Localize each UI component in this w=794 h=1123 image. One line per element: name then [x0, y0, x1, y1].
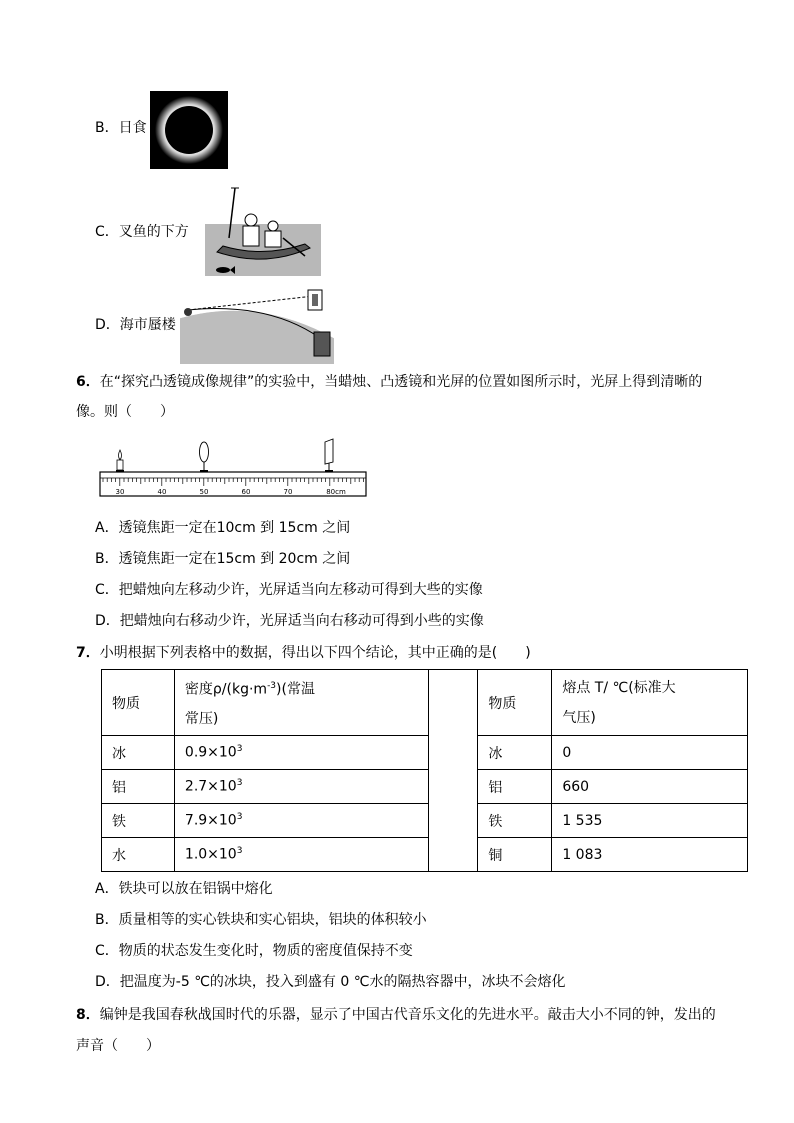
q6-option-c: C．把蜡烛向左移动少许，光屏适当向左移动可得到大些的实像: [95, 582, 483, 598]
header-cell: 物质: [102, 670, 175, 736]
mirage-image: [178, 288, 336, 364]
q7-option-c: C．物质的状态发生变化时，物质的密度值保持不变: [95, 943, 413, 959]
table-header-row: [102, 670, 748, 736]
table-spacer-cell: [428, 670, 478, 872]
q6-option-b: B．透镜焦距一定在15cm 到 20cm 之间: [95, 551, 351, 567]
header-cell: 密度$\rho/(kg\cdot m^{-3})$(常温 常压): [174, 670, 428, 736]
light-screen-icon: [325, 439, 333, 472]
question-6-stem-line-2: 像。则（ ）: [76, 404, 174, 420]
option-c-spear-fishing: C．叉鱼的下方: [95, 224, 189, 240]
question-8-stem-line-2: 声音（ ）: [76, 1038, 160, 1054]
question-number: 7．: [76, 645, 100, 661]
question-7-stem: 7．小明根据下列表格中的数据，得出以下四个结论，其中正确的是( ): [76, 645, 531, 661]
q7-option-a: A．铁块可以放在铝锅中熔化: [95, 881, 273, 897]
question-number: 6．: [76, 374, 100, 390]
header-cell: 物质: [478, 670, 552, 736]
q6-option-a: A．透镜焦距一定在10cm 到 15cm 之间: [95, 520, 351, 536]
table-row: 水 $1.0\times 10^3$ 铜 1 083: [102, 838, 748, 872]
question-number: 8．: [76, 1007, 100, 1023]
q7-option-b: B．质量相等的实心铁块和实心铝块，铝块的体积较小: [95, 912, 427, 928]
convex-lens-icon: [200, 442, 209, 472]
tick-label: 30: [115, 488, 125, 496]
tick-label: 60: [241, 488, 251, 496]
tick-label: 50: [199, 488, 209, 496]
spear-fishing-image: [205, 186, 321, 276]
option-d-mirage: D．海市蜃楼: [95, 317, 176, 333]
solar-eclipse-image: [150, 91, 228, 169]
tick-label: 80cm: [326, 488, 346, 496]
table-row: 冰 $0.9\times 10^3$ 冰 0: [102, 736, 748, 770]
question-6-stem-line-1: 6．在“探究凸透镜成像规律”的实验中，当蜡烛、凸透镜和光屏的位置如图所示时，光屏上得到清晰的: [76, 374, 703, 390]
tick-label: 70: [283, 488, 293, 496]
material-properties-table: [101, 669, 748, 872]
option-b-solar-eclipse: B．日食: [95, 120, 147, 136]
candle-icon: [116, 450, 124, 472]
q6-option-d: D．把蜡烛向右移动少许，光屏适当向右移动可得到小些的实像: [95, 613, 484, 629]
header-cell: 熔点 T/ ℃(标准大 气压): [552, 670, 748, 736]
q7-option-d: D．把温度为-5 ℃的冰块，投入到盛有 0 ℃水的隔热容器中，冰块不会熔化: [95, 974, 566, 990]
question-8-stem-line-1: 8．编钟是我国春秋战国时代的乐器，显示了中国古代音乐文化的先进水平。敲击大小不同的钟，发出的: [76, 1007, 716, 1023]
optical-bench-diagram: [99, 438, 367, 500]
table-row: 铝 $2.7\times 10^3$ 铝 660: [102, 770, 748, 804]
tick-label: 40: [157, 488, 167, 496]
table-row: 铁 $7.9\times 10^3$ 铁 1 535: [102, 804, 748, 838]
